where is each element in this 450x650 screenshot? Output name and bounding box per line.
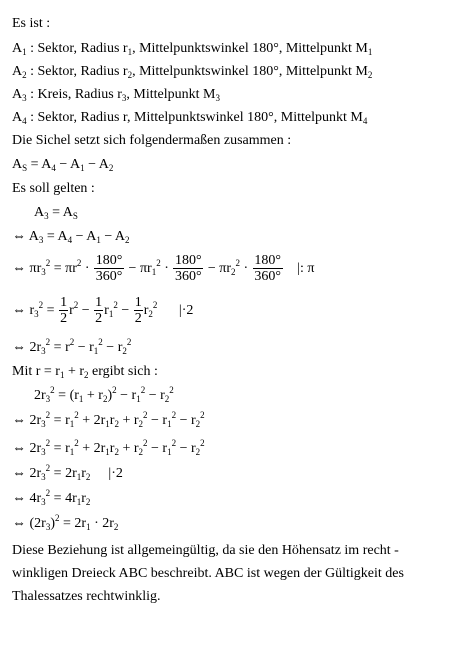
equation-step-5: $2r_3^2 = (r_1 + r_2)^2 - r_1^2 - r_2^2$ [34,385,174,404]
equation-step-2: ⇔ $\pi r_3^2 = \pi r^2$ · $\frac{180^\circ}{360^\circ}$ − $\pi r_1^2$ · $\frac{180^\circ}{360^\circ}$ − $\pi r_2^2$ · $\frac{180^\circ}{360^\circ}$ |: π [12,253,315,285]
equation-step-4: ⇔ $2r_3^2 = r^2 - r_1^2 - r_2^2$ [12,337,132,356]
sub-index: 2 [22,70,27,80]
equivalence-symbol: ⇔ [12,516,26,531]
equivalence-symbol: ⇔ [12,261,26,276]
operation-divide-pi: |: π [297,261,315,276]
equation-step-8: ⇔ $2r_3^2 = 2r_1r_2$ |·2 [12,463,123,482]
sub-index: 1 [367,47,373,57]
fraction-180-360: $\frac{180^\circ}{360^\circ}$ [175,253,202,285]
equivalence-symbol: ⇔ [12,491,26,506]
definition-a4 [12,110,367,126]
intro-line: Es ist : [12,16,51,31]
var-a: A [12,64,23,79]
sub-index: 3 [22,93,27,103]
equation-step-9: ⇔ $4r_3^2 = 4r_1r_2$ [12,488,91,507]
equation-sichel: $A_S = A_4 - A_1 - A_2$ [12,157,114,173]
def-text: : Sektor, Radius r [26,64,128,79]
sub-index: 4 [22,116,27,126]
var-a: A [12,87,23,102]
sichel-text: Die Sichel setzt sich folgendermaßen zusammen : [12,133,292,148]
var-a: A [12,41,23,56]
definition-a1 [12,41,372,57]
sub-index: 3 [121,93,127,103]
sub-index: 4 [362,116,368,126]
def-text: , Mittelpunktswinkel 180°, Mittelpunkt M [132,41,368,56]
equivalence-symbol: ⇔ [12,229,26,244]
sub-index: 1 [22,47,27,57]
def-text: : Kreis, Radius r [26,87,122,102]
equivalence-symbol: ⇔ [12,466,26,481]
conclusion-paragraph [12,539,440,608]
def-text: : Sektor, Radius r, Mittelpunktswinkel 180°, Mittelpunkt M [26,110,363,125]
equivalence-symbol: ⇔ [12,413,26,428]
equation-step-1: ⇔ $A_3 = A_4 - A_1 - A_2$ [12,229,130,245]
sub-index: 1 [127,47,133,57]
fraction-one-half: $\frac{1}{2}$ [134,295,142,327]
equation-a3-as: $A_3 = A_S$ [34,205,78,221]
conclusion-line: winkligen Dreieck ABC beschreibt. ABC ist wegen der Gültigkeit des [12,566,404,581]
sub-index: 2 [127,70,133,80]
equation-step-10: ⇔ $(2r_3)^2 = 2r_1 \cdot 2r_2$ [12,513,119,532]
equation-step-6: ⇔ $2r_3^2 = r_1^2 + 2r_1r_2 + r_2^2 - r_1^2 - r_2^2$ [12,410,205,429]
fraction-one-half: $\frac{1}{2}$ [60,295,68,327]
definition-a3 [12,87,220,103]
sub-index: 3 [215,93,220,103]
mit-text: Mit $r = r_1 + r_2$ ergibt sich : [12,364,158,380]
def-text: , Mittelpunktswinkel 180°, Mittelpunkt M [132,64,368,79]
def-text: : Sektor, Radius r [26,41,128,56]
equivalence-symbol: ⇔ [12,303,26,318]
definition-a2 [12,64,372,80]
equation-step-7: ⇔ $2r_3^2 = r_1^2 + 2r_1r_2 + r_2^2 - r_1^2 - r_2^2$ [12,438,205,457]
var-a: A [12,110,23,125]
fraction-180-360: $\frac{180^\circ}{360^\circ}$ [254,253,281,285]
fraction-one-half: $\frac{1}{2}$ [95,295,103,327]
sub-index: 2 [367,70,373,80]
operation-multiply-2: |·2 [178,303,194,318]
equivalence-symbol: ⇔ [12,441,26,456]
fraction-180-360: $\frac{180^\circ}{360^\circ}$ [95,253,123,285]
def-text: , Mittelpunkt M [126,87,216,102]
operation-multiply-2: |·2 [108,466,123,481]
conclusion-line: Diese Beziehung ist allgemeingültig, da sie den Höhensatz im recht - [12,543,399,558]
equivalence-symbol: ⇔ [12,340,26,355]
soll-text: Es soll gelten : [12,181,95,196]
equation-step-3: ⇔ $r_3^2$ = $\frac{1}{2}$ $r^2$ − $\frac{1}{2}$ $r_1^2$ − $\frac{1}{2}$ $r_2^2$ |·2 [12,295,194,327]
conclusion-line: Thalessatzes rechtwinklig. [12,589,161,604]
